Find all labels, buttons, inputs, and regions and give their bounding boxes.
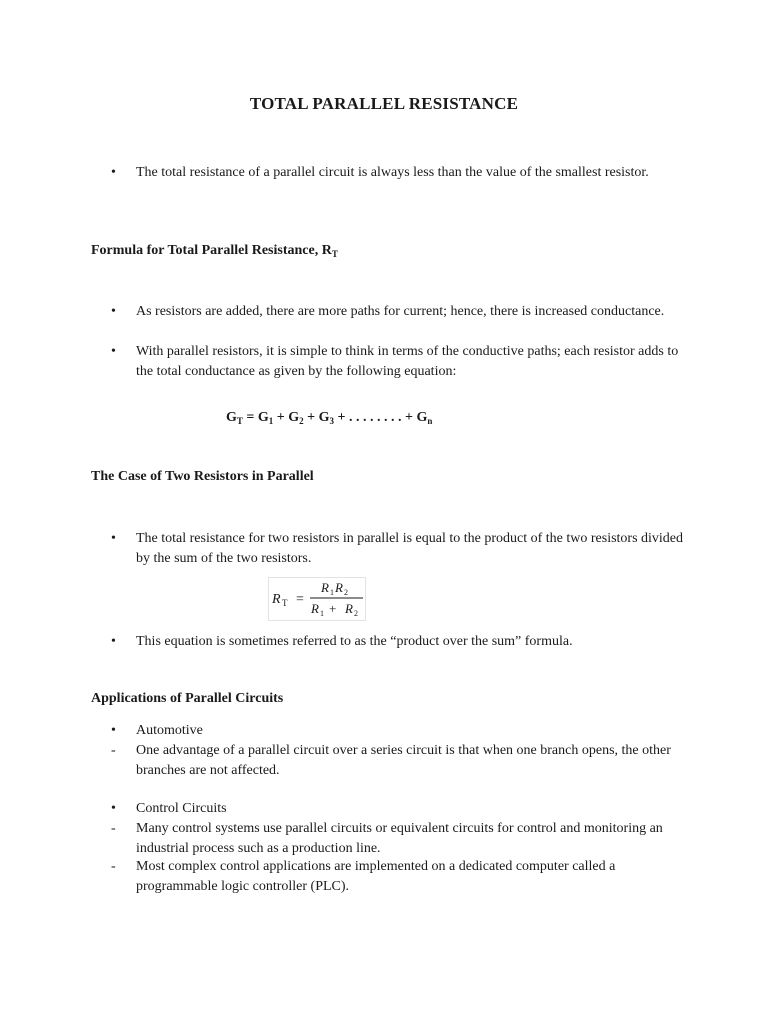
- application-label: Control Circuits: [136, 801, 227, 816]
- dash-marker: -: [111, 821, 116, 836]
- application-detail: Most complex control applications are implemented on a dedicated computer called a programmable logic controller (PLC).: [136, 859, 616, 894]
- bullet-marker: •: [111, 344, 116, 359]
- formula-lhs: R: [272, 592, 281, 607]
- formula-num-r1: R: [321, 580, 329, 595]
- formula-num-r2: R: [335, 580, 343, 595]
- section2-bullet-text: This equation is sometimes referred to as the “product over the sum” formula.: [136, 634, 573, 649]
- dash-marker: -: [111, 743, 116, 758]
- application-label: Automotive: [136, 723, 203, 738]
- bullet-marker: •: [111, 165, 116, 180]
- section-heading-two-resistors: The Case of Two Resistors in Parallel: [91, 469, 314, 484]
- bullet-marker: •: [111, 304, 116, 319]
- bullet-marker: •: [111, 634, 116, 649]
- formula-den-s2: 2: [354, 609, 358, 618]
- formula-num-s2: 2: [344, 588, 348, 597]
- intro-bullet-text: The total resistance of a parallel circuit is always less than the value of the smallest resistor.: [136, 165, 649, 180]
- section-heading-applications: Applications of Parallel Circuits: [91, 691, 284, 706]
- formula-den-r1: R: [311, 601, 319, 616]
- section1-bullet-text: As resistors are added, there are more paths for current; hence, there is increased conductance.: [136, 304, 665, 319]
- dash-marker: -: [111, 859, 116, 874]
- application-detail: Many control systems use parallel circuits or equivalent circuits for control and monitoring an industrial process such as a production line.: [136, 821, 663, 856]
- application-detail: One advantage of a parallel circuit over a series circuit is that when one branch opens, the other branches are not affected.: [136, 743, 671, 778]
- product-over-sum-formula: [268, 577, 366, 621]
- formula-den-plus: +: [329, 601, 337, 616]
- page-title: TOTAL PARALLEL RESISTANCE: [249, 94, 519, 113]
- section2-bullet-text: The total resistance for two resistors in parallel is equal to the product of the two resistors divided by the sum of the two resistors.: [136, 531, 684, 566]
- bullet-marker: •: [111, 723, 116, 738]
- formula-num-s1: 1: [330, 588, 334, 597]
- section-heading-formula: Formula for Total Parallel Resistance, $R_T$: [91, 243, 338, 259]
- bullet-marker: •: [111, 801, 116, 816]
- conductance-equation: $G_T = G_1 + G_2 + G_3$ + . . . . . . . . + $G_n$: [226, 410, 433, 426]
- section1-bullet-text: With parallel resistors, it is simple to think in terms of the conductive paths; each resistor adds to the total conductance as given by the following equation:: [136, 344, 679, 379]
- formula-lhs-sub: T: [282, 598, 288, 608]
- bullet-marker: •: [111, 531, 116, 546]
- formula-den-r2: R: [345, 601, 353, 616]
- formula-den-s1: 1: [320, 609, 324, 618]
- formula-equals: =: [296, 592, 304, 607]
